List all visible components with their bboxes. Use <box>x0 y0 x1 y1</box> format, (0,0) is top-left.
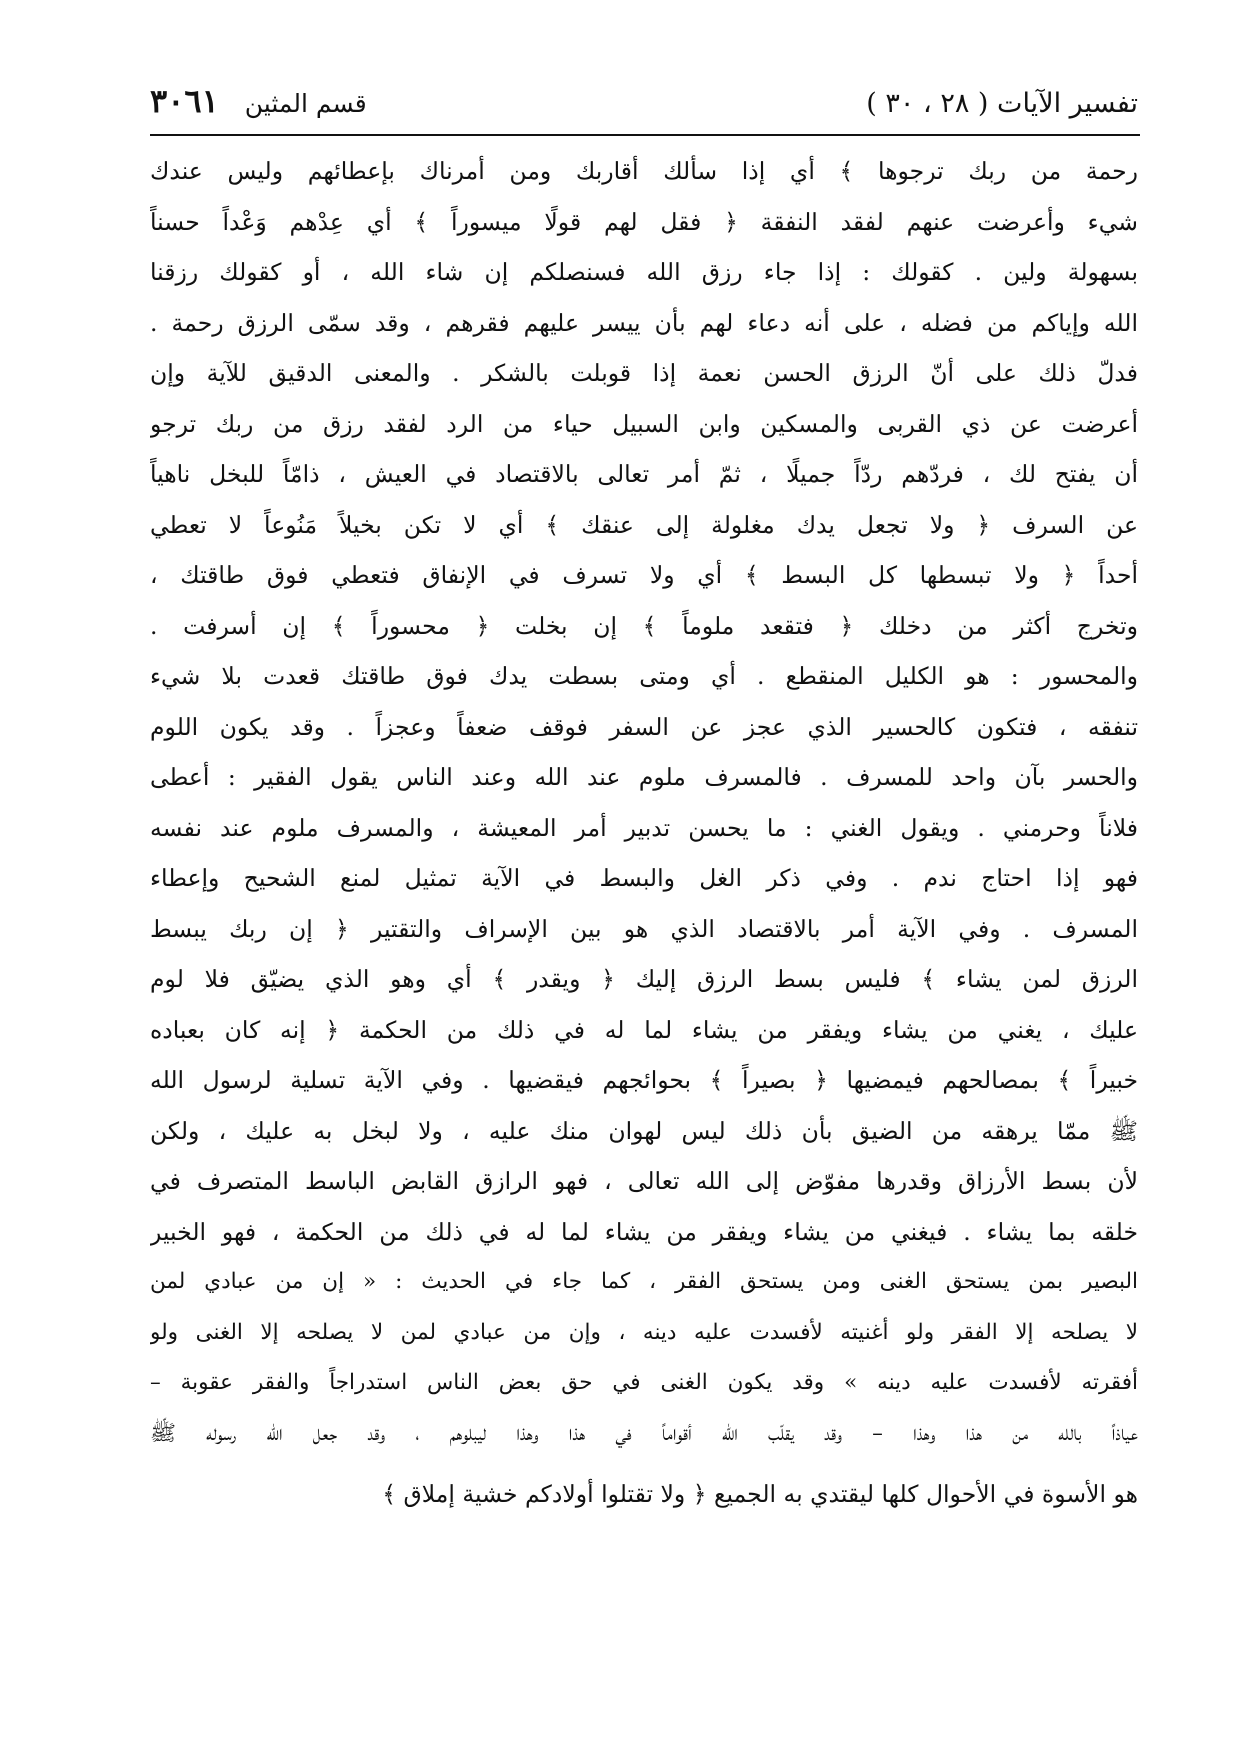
text-line: شيء وأعرضت عنهم لفقد النفقة ﴿ فقل لهم قولًا ميسوراً ﴾ أي عِدْهم وَعْداً حسناً <box>150 207 1138 236</box>
text-line: أن يفتح لك ، فردّهم ردّاً جميلًا ، ثمّ أمر تعالى بالاقتصاد في العيش ، ذامّاً للبخل ناهياً <box>150 460 1138 488</box>
text-line: أحداً ﴿ ولا تبسطها كل البسط ﴾ أي ولا تسرف في الإنفاق فتعطي فوق طاقتك ، <box>150 561 1138 589</box>
text-line: الرزق لمن يشاء ﴾ فليس بسط الرزق إليك ﴿ ويقدر ﴾ أي وهو الذي يضيّق فلا لوم <box>150 965 1138 993</box>
text-line: المسرف . وفي الآية أمر بالاقتصاد الذي هو بين الإسراف والتقتير ﴿ إن ربك يبسط <box>150 914 1138 943</box>
text-line: خبيراً ﴾ بمصالحهم فيمضيها ﴿ بصيراً ﴾ بحوائجهم فيقضيها . وفي الآية تسلية لرسول الله <box>150 1066 1138 1094</box>
running-title: تفسير الآيات ( ٢٨ ، ٣٠ ) <box>866 88 1138 119</box>
text-line: فهو إذا احتاج ندم . وفي ذكر الغل والبسط في الآية تمثيل لمنع الشحيح وإعطاء <box>150 864 1138 892</box>
page-header <box>150 82 1138 132</box>
text-line: عن السرف ﴿ ولا تجعل يدك مغلولة إلى عنقك ﴾ أي لا تكن بخيلاً مَنُوعاً لا تعطي <box>150 510 1138 539</box>
text-line: فلاناً وحرمني . ويقول الغني : ما يحسن تدبير أمر المعيشة ، والمسرف ملوم عند نفسه <box>150 813 1138 842</box>
text-line: ﷺ ممّا يرهقه من الضيق بأن ذلك ليس لهوان منك عليه ، ولا لبخل به عليك ، ولكن <box>150 1116 1138 1145</box>
header-left-group <box>150 82 367 120</box>
text-line: لا يصلحه إلا الفقر ولو أغنيته لأفسدت عليه دينه ، وإن من عبادي لمن لا يصلحه إلا الغنى ولو <box>150 1319 1138 1345</box>
body-text <box>150 146 1138 1520</box>
text-line: هو الأسوة في الأحوال كلها ليقتدي به الجميع ﴿ ولا تقتلوا أولادكم خشية إملاق ﴾ <box>382 1480 1138 1508</box>
text-line: وتخرج أكثر من دخلك ﴿ فتقعد ملوماً ﴾ إن بخلت ﴿ محسوراً ﴾ إن أسرفت . <box>150 611 1138 640</box>
text-line: بسهولة ولين . كقولك : إذا جاء رزق الله فسنصلكم إن شاء الله ، أو كقولك رزقنا <box>150 258 1138 286</box>
text-line: عليك ، يغني من يشاء ويفقر من يشاء لما له في ذلك من الحكمة ﴿ إنه كان بعباده <box>150 1015 1138 1044</box>
text-line: عياذاً بالله من هذا وهذا – وقد يقلّب الله أقواماً في هذا وهذا ليبلوهم ، وقد جعل الله رسوله ﷺ <box>150 1420 1138 1446</box>
text-line: خلقه بما يشاء . فيغني من يشاء ويفقر من يشاء لما له في ذلك من الحكمة ، فهو الخبير <box>150 1217 1138 1246</box>
text-line: الله وإياكم من فضله ، على أنه دعاء لهم بأن ييسر عليهم فقرهم ، وقد سمّى الرزق رحمة . <box>150 308 1138 337</box>
text-line: فدلّ ذلك على أنّ الرزق الحسن نعمة إذا قوبلت بالشكر . والمعنى الدقيق للآية وإن <box>150 359 1138 387</box>
text-line: تنفقه ، فتكون كالحسير الذي عجز عن السفر فوقف ضعفاً وعجزاً . وقد يكون اللوم <box>150 712 1138 741</box>
header-rule <box>150 134 1140 136</box>
text-line: البصير بمن يستحق الغنى ومن يستحق الفقر ، كما جاء في الحديث : « إن من عبادي لمن <box>150 1269 1138 1294</box>
page-number: ٣٠٦١ <box>150 82 219 120</box>
text-line: والمحسور : هو الكليل المنقطع . أي ومتى بسطت يدك فوق طاقتك قعدت بلا شيء <box>150 662 1138 690</box>
text-line: أفقرته لأفسدت عليه دينه » وقد يكون الغنى في حق بعض الناس استدراجاً والفقر عقوبة – <box>150 1370 1138 1395</box>
section-name: قسم المثين <box>244 89 367 118</box>
text-line: رحمة من ربك ترجوها ﴾ أي إذا سألك أقاربك ومن أمرناك بإعطائهم وليس عندك <box>150 157 1138 185</box>
text-line: والحسر بآن واحد للمسرف . فالمسرف ملوم عند الله وعند الناس يقول الفقير : أعطى <box>150 763 1138 791</box>
text-line: لأن بسط الأرزاق وقدرها مفوّض إلى الله تعالى ، فهو الرازق القابض الباسط المتصرف في <box>150 1167 1138 1195</box>
text-line: أعرضت عن ذي القربى والمسكين وابن السبيل حياء من الرد لفقد رزق من ربك ترجو <box>150 409 1138 438</box>
